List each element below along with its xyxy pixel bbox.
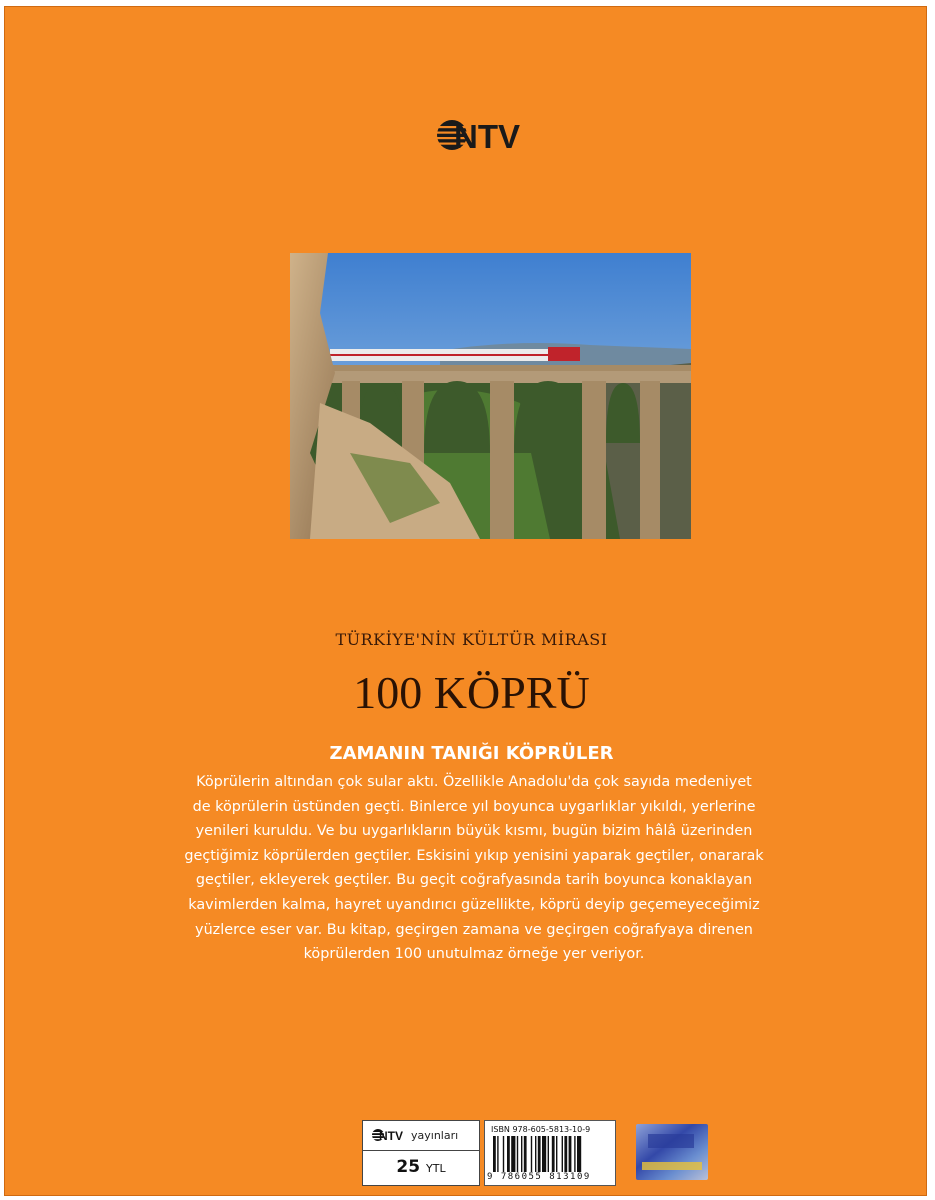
svg-text:NTV: NTV (454, 118, 520, 155)
svg-text:NTV: NTV (379, 1129, 403, 1143)
railway-viaduct-photo (290, 253, 691, 539)
blurb-line: kavimlerden kalma, hayret uyandırıcı güzellikte, köprü deyip geçemeyeceğimiz (188, 896, 760, 913)
price-currency: YTL (426, 1162, 446, 1175)
blurb-line: geçtiğimiz köprülerden geçtiler. Eskisini yıkıp yenisini yaparak geçtiler, onararak (184, 847, 764, 864)
book-title: 100 KÖPRÜ (353, 667, 590, 718)
blurb-line: yüzlerce eser var. Bu kitap, geçirgen zamana ve geçirgen coğrafyaya direnen (195, 921, 753, 938)
publisher-name: yayınları (411, 1129, 459, 1142)
book-back-cover (4, 6, 927, 1196)
publisher-price-box (362, 1120, 480, 1186)
blurb-text (154, 770, 794, 967)
ntv-small-logo-icon (371, 1127, 411, 1143)
blurb-line: yenileri kuruldu. Ve bu uygarlıkların büyük kısmı, bugün bizim hâlâ üzerinden (195, 823, 753, 840)
blurb-line: geçtiler, ekleyerek geçtiler. Bu geçit coğrafyasında tarih boyunca konaklayan (195, 872, 753, 889)
barcode-number: 9 786055 813109 (487, 1172, 591, 1182)
isbn-barcode-box (484, 1120, 616, 1186)
isbn-label: ISBN 978-605-5813-10-9 (491, 1125, 591, 1134)
barcode-icon (493, 1136, 609, 1172)
price-value: 25 (396, 1157, 421, 1177)
series-title: TÜRKİYE'NİN KÜLTÜR MİRASI (335, 630, 608, 649)
blurb-line: köprülerden 100 unutulmaz örneğe yer veriyor. (303, 946, 645, 963)
blurb-line: de köprülerin üstünden geçti. Binlerce yıl boyunca uygarlıklar yıkıldı, yerlerine (192, 798, 756, 815)
price (363, 1157, 479, 1177)
blurb-line: Köprülerin altından çok sular aktı. Özellikle Anadolu'da çok sayıda medeniyet (196, 774, 752, 790)
hologram-sticker-icon (634, 1122, 710, 1182)
book-subtitle: ZAMANIN TANIĞI KÖPRÜLER (329, 743, 614, 764)
ntv-logo (432, 112, 542, 158)
